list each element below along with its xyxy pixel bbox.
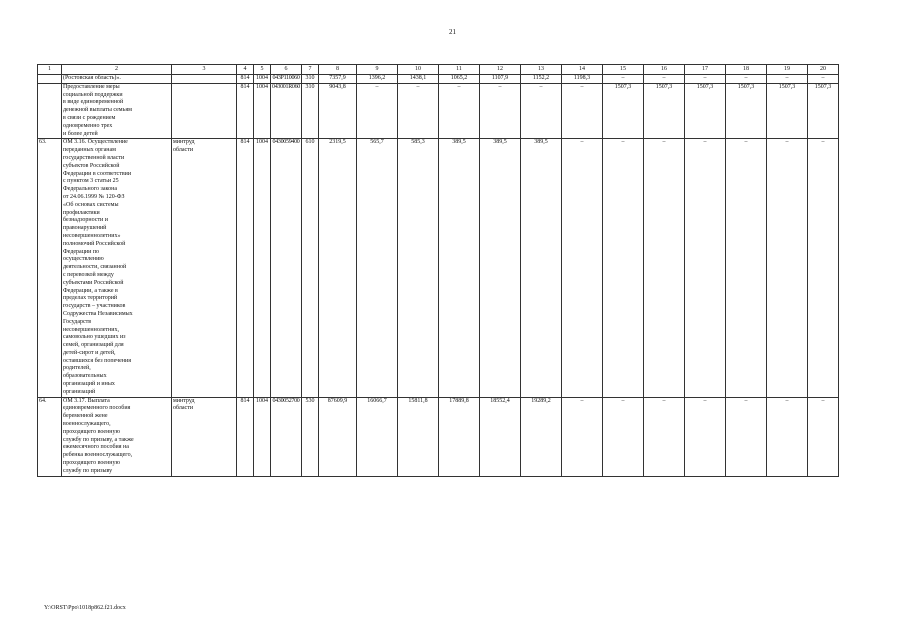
value-cell: –: [562, 397, 603, 476]
value-cell: 19289,2: [521, 397, 562, 476]
table-row: [38, 75, 839, 84]
value-cell: 1396,2: [357, 75, 398, 84]
value-cell: 530: [302, 397, 319, 476]
value-cell: –: [808, 397, 839, 476]
value-cell: 1065,2: [439, 75, 480, 84]
value-cell: –: [644, 75, 685, 84]
value-cell: –: [685, 75, 726, 84]
value-cell: 1507,3: [603, 83, 644, 139]
header-cell: 6: [271, 65, 302, 75]
table-row: [38, 397, 839, 476]
value-cell: –: [767, 397, 808, 476]
value-cell: –: [726, 397, 767, 476]
row-number-cell: [38, 75, 62, 84]
value-cell: 1507,3: [767, 83, 808, 139]
value-cell: –: [726, 75, 767, 84]
value-cell: –: [685, 397, 726, 476]
page-number: 21: [449, 28, 456, 36]
header-cell: 10: [398, 65, 439, 75]
value-cell: 565,7: [357, 139, 398, 397]
row-number-cell: 64.: [38, 397, 62, 476]
header-cell: 17: [685, 65, 726, 75]
value-cell: 610: [302, 139, 319, 397]
value-cell: 814: [237, 75, 254, 84]
value-cell: –: [603, 397, 644, 476]
value-cell: –: [808, 75, 839, 84]
value-cell: 1004: [254, 397, 271, 476]
header-cell: 11: [439, 65, 480, 75]
measure-name-cell: (Ростовская область)».: [62, 75, 172, 84]
executor-cell: [172, 83, 237, 139]
footer-file-path: Y:\ORST\Ppo\1018p862.f21.docx: [44, 605, 126, 611]
value-cell: 389,5: [439, 139, 480, 397]
value-cell: 87609,9: [319, 397, 357, 476]
value-cell: –: [357, 83, 398, 139]
header-cell: 9: [357, 65, 398, 75]
value-cell: 16066,7: [357, 397, 398, 476]
value-cell: 814: [237, 139, 254, 397]
header-cell: 7: [302, 65, 319, 75]
measure-name-cell: ОМ 3.16. Осуществление переданных органам государственной власти субъектов Российской Федерации в соответствии с пунктом 3 статьи 25 Федерального закона от 24.06.1999 № 120-ФЗ «Об основах системы профилактики безнадзорности и правонарушений несовершеннолетних» полномочий Российской Федерации по осуществлению деятельности, связанной с перевозкой между субъектами Российской Федерации, а также в пределах территорий государств – участников Содружества Независимых Государств несовершеннолетних, самовольно ушедших из семей, организаций для детей-сирот и детей, оставшихся без попечения родителей, образовательных организаций и иных организаций: [62, 139, 172, 397]
value-cell: 1198,3: [562, 75, 603, 84]
value-cell: 585,3: [398, 139, 439, 397]
header-row: [38, 65, 839, 75]
header-cell: 3: [172, 65, 237, 75]
value-cell: –: [767, 139, 808, 397]
table-row: [38, 139, 839, 397]
header-cell: 19: [767, 65, 808, 75]
value-cell: –: [562, 83, 603, 139]
value-cell: –: [480, 83, 521, 139]
header-cell: 4: [237, 65, 254, 75]
header-cell: 8: [319, 65, 357, 75]
value-cell: 1107,9: [480, 75, 521, 84]
measure-name-cell: ОМ 3.17. Выплата единовременного пособия беременной жене военнослужащего, проходящего военную службу по призыву, а также ежемесячного пособия на ребенка военнослужащего, проходящего военную службу по призыву: [62, 397, 172, 476]
value-cell: 389,5: [521, 139, 562, 397]
value-cell: –: [726, 139, 767, 397]
header-cell: 1: [38, 65, 62, 75]
value-cell: –: [439, 83, 480, 139]
header-cell: 5: [254, 65, 271, 75]
header-cell: 12: [480, 65, 521, 75]
header-cell: 2: [62, 65, 172, 75]
value-cell: –: [808, 139, 839, 397]
executor-cell: минтруд области: [172, 397, 237, 476]
value-cell: 1004: [254, 75, 271, 84]
value-cell: –: [767, 75, 808, 84]
value-cell: –: [644, 139, 685, 397]
header-cell: 15: [603, 65, 644, 75]
executor-cell: минтруд области: [172, 139, 237, 397]
header-cell: 16: [644, 65, 685, 75]
value-cell: 1507,3: [685, 83, 726, 139]
value-cell: 1004: [254, 139, 271, 397]
value-cell: –: [603, 75, 644, 84]
header-cell: 20: [808, 65, 839, 75]
header-cell: 18: [726, 65, 767, 75]
header-cell: 14: [562, 65, 603, 75]
value-cell: 18552,4: [480, 397, 521, 476]
value-cell: 2319,5: [319, 139, 357, 397]
value-cell: –: [562, 139, 603, 397]
value-cell: 1507,3: [644, 83, 685, 139]
header-cell: 13: [521, 65, 562, 75]
target-article-cell: 0430052700: [271, 397, 302, 476]
value-cell: –: [603, 139, 644, 397]
value-cell: 9043,8: [319, 83, 357, 139]
measure-name-cell: Предоставление меры социальной поддержки в виде единовременной денежной выплаты семьям в связи с рождением одновременно трех и более детей: [62, 83, 172, 139]
budget-table: [37, 64, 839, 477]
value-cell: 1438,1: [398, 75, 439, 84]
value-cell: –: [521, 83, 562, 139]
value-cell: 310: [302, 75, 319, 84]
value-cell: –: [685, 139, 726, 397]
value-cell: 15811,8: [398, 397, 439, 476]
executor-cell: [172, 75, 237, 84]
value-cell: 1507,3: [808, 83, 839, 139]
value-cell: 17889,8: [439, 397, 480, 476]
value-cell: 310: [302, 83, 319, 139]
target-article-cell: 0430059400: [271, 139, 302, 397]
row-number-cell: [38, 83, 62, 139]
value-cell: 814: [237, 397, 254, 476]
value-cell: 814: [237, 83, 254, 139]
value-cell: 1507,3: [726, 83, 767, 139]
target-article-cell: 043P110060: [271, 75, 302, 84]
table-row: [38, 83, 839, 139]
value-cell: –: [398, 83, 439, 139]
row-number-cell: 63.: [38, 139, 62, 397]
value-cell: 1004: [254, 83, 271, 139]
value-cell: 1152,2: [521, 75, 562, 84]
value-cell: –: [644, 397, 685, 476]
target-article-cell: 043001R060: [271, 83, 302, 139]
value-cell: 7357,9: [319, 75, 357, 84]
value-cell: 389,5: [480, 139, 521, 397]
